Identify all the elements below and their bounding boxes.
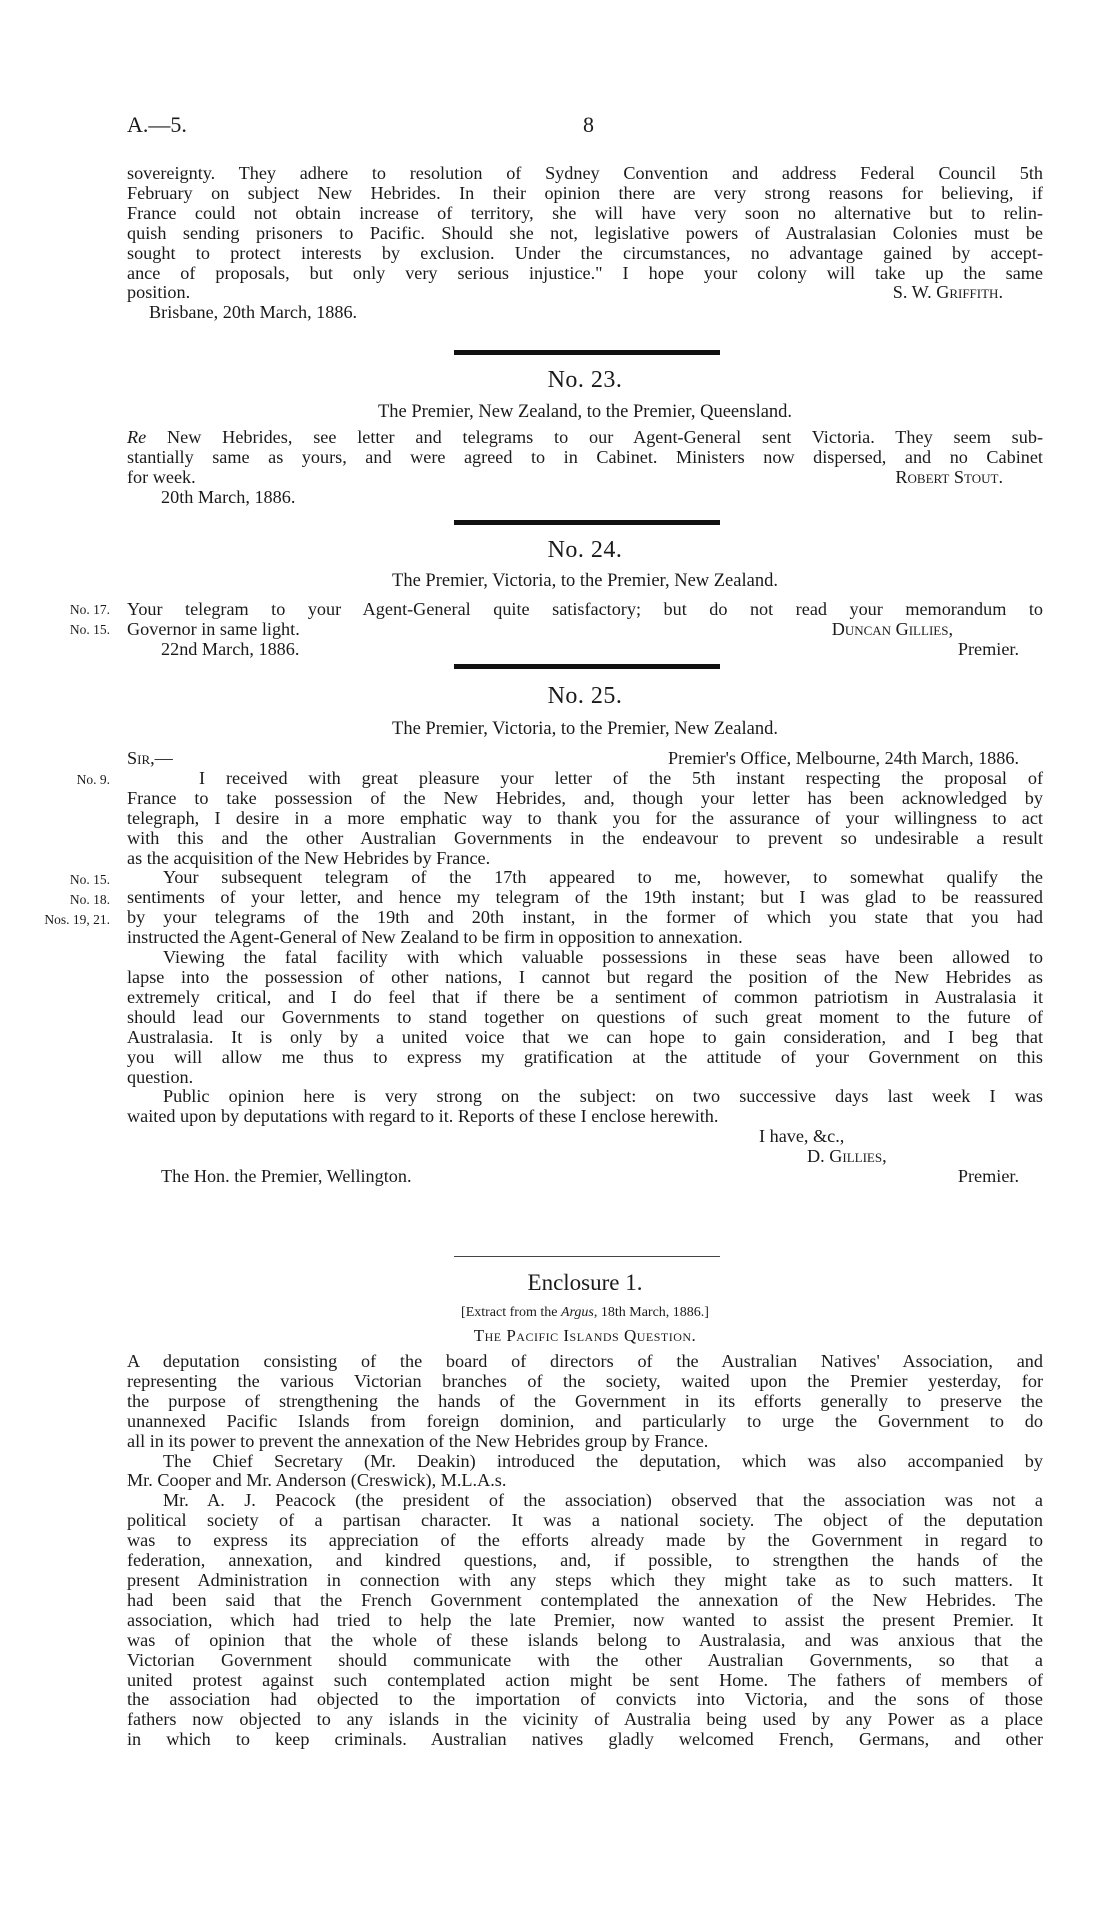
text-line: Governor in same light. bbox=[127, 618, 300, 639]
text-line: Australasia. It is only by a united voice that we can hope to gain consideration, and I beg that bbox=[127, 1026, 1043, 1047]
text-line: Your subsequent telegram of the 17th appeared to me, however, to somewhat qualify the bbox=[163, 867, 1043, 888]
text-line: should lead our Governments to stand together on questions of such great moment to the future of bbox=[127, 1006, 1043, 1027]
text-line: Mr. Cooper and Mr. Anderson (Creswick), M.L.A.s. bbox=[127, 1470, 507, 1491]
text-line: question. bbox=[127, 1066, 194, 1087]
signature: Duncan Gillies, bbox=[831, 618, 953, 639]
text-line: was of opinion that the whole of these islands belong to Australasia, and was anxious that the bbox=[127, 1629, 1043, 1650]
signature-title: Premier. bbox=[957, 638, 1019, 659]
signature: S. W. Griffith. bbox=[892, 282, 1003, 303]
text-line: Victorian Government should communicate with the other Australian Governments, so that a bbox=[127, 1649, 1043, 1670]
text-line: present Administration in connection with any steps which they might take as to such matters. It bbox=[127, 1569, 1043, 1590]
text-line: fathers now objected to any islands in the vicinity of Australia being used by any Power as a place bbox=[127, 1709, 1043, 1730]
text-line: was to express its appreciation of the efforts already made by the Government in regard to bbox=[127, 1530, 1043, 1551]
enclosure-heading: Enclosure 1. bbox=[527, 1270, 643, 1295]
text-line: New Hebrides, see letter and telegrams to our Agent-General sent Victoria. They seem sub- bbox=[167, 427, 1043, 447]
text-line: position. bbox=[127, 282, 191, 303]
margin-ref: No. 18. bbox=[69, 891, 110, 907]
signature-title: Premier. bbox=[957, 1166, 1019, 1187]
signature-line bbox=[127, 620, 1043, 640]
divider bbox=[454, 1256, 720, 1257]
text-line: with this and the other Australian Governments in the endeavour to prevent so undesirable a result bbox=[127, 827, 1043, 848]
margin-reference bbox=[0, 600, 110, 640]
office-date: Premier's Office, Melbourne, 24th March, 1886. bbox=[668, 748, 1019, 768]
route-line: The Premier, New Zealand, to the Premier, Queensland. bbox=[377, 402, 793, 422]
telegram-24 bbox=[127, 600, 1043, 660]
text-line: in which to keep criminals. Australian natives gladly welcomed French, Germans, and other bbox=[127, 1729, 1043, 1750]
date-title-line bbox=[127, 640, 1043, 660]
signature: Robert Stout. bbox=[895, 466, 1003, 487]
margin-ref: No. 15. bbox=[69, 872, 110, 887]
text-line: Your telegram to your Agent-General quite satisfactory; but do not read your memorandum to bbox=[127, 599, 1043, 619]
letter-25 bbox=[127, 749, 1043, 1187]
text-line: sovereignty. They adhere to resolution of Sydney Convention and address Federal Council 5th bbox=[127, 163, 1043, 183]
page-number: 8 bbox=[583, 112, 594, 137]
text-line: A deputation consisting of the board of directors of the Australian Natives' Association, and bbox=[127, 1351, 1043, 1371]
telegram-22-end bbox=[127, 164, 1043, 323]
addressee: The Hon. the Premier, Wellington. bbox=[161, 1166, 412, 1187]
margin-ref: Nos. 19, 21. bbox=[44, 911, 110, 927]
enclosure-source bbox=[127, 1305, 1043, 1321]
text-line: Re bbox=[127, 427, 147, 447]
text-line: federation, annexation, and kindred questions, and, if possible, to strengthen the hands of the bbox=[127, 1550, 1043, 1571]
text-line: France to take possession of the New Hebrides, and, though your letter has been acknowledged by bbox=[127, 787, 1043, 808]
text-line: sentiments of your letter, and hence my telegram of the 19th instant; but I was glad to be reassured bbox=[127, 887, 1043, 908]
text-line: had been said that the French Government contemplated the annexation of the New Hebrides. The bbox=[127, 1589, 1043, 1610]
date-line: 22nd March, 1886. bbox=[161, 638, 300, 659]
text-line: association, which had tried to help the late Premier, now wanted to assist the present Premier. It bbox=[127, 1609, 1043, 1630]
text-line: extremely critical, and I do feel that if there be a sentiment of common patriotism in Australasia it bbox=[127, 986, 1043, 1007]
text-line: telegraph, I desire in a more emphatic way to thank you for the assurance of your willingness to act bbox=[127, 807, 1043, 828]
telegram-23 bbox=[127, 428, 1043, 508]
text-line: stantially same as yours, and were agreed to in Cabinet. Ministers now dispersed, and no Cabinet bbox=[127, 446, 1043, 467]
salutation-line bbox=[127, 749, 1043, 769]
route-line: The Premier, Victoria, to the Premier, New Zealand. bbox=[392, 719, 778, 739]
signature: D. Gillies, bbox=[807, 1146, 887, 1167]
text-line: quish sending prisoners to Pacific. Should she not, legislative powers of Australasian Colonies must be bbox=[127, 222, 1043, 243]
text-line: Public opinion here is very strong on the subject: on two successive days last week I was bbox=[163, 1086, 1043, 1107]
enclosure-body bbox=[127, 1352, 1043, 1750]
text-line: for week. bbox=[127, 466, 196, 487]
text-line: by your telegrams of the 19th and 20th instant, in the former of which you state that you had bbox=[127, 907, 1043, 928]
section-rule bbox=[454, 664, 720, 669]
date-line: Brisbane, 20th March, 1886. bbox=[149, 302, 358, 323]
text-line: united protest against such contemplated action might be sent Home. The fathers of members of bbox=[127, 1669, 1043, 1690]
text-line: Viewing the fatal facility with which valuable possessions in these seas have been allowed to bbox=[163, 947, 1043, 968]
text-line: the association had objected to the importation of convicts into Victoria, and the sons of those bbox=[127, 1689, 1043, 1710]
text-line: Mr. A. J. Peacock (the president of the association) observed that the association was not a bbox=[163, 1490, 1043, 1511]
margin-ref: No. 15. bbox=[69, 621, 110, 637]
signature-line bbox=[127, 468, 1043, 488]
newspaper-name: Argus bbox=[560, 1305, 594, 1320]
text-line: lapse into the possession of other nations, I cannot but regard the position of the New Hebrides as bbox=[127, 966, 1043, 987]
text-line: political society of a partisan character. It was a national society. The object of the deputation bbox=[127, 1510, 1043, 1531]
signature-line bbox=[127, 283, 1043, 303]
text-line: instructed the Agent-General of New Zealand to be firm in opposition to annexation. bbox=[127, 927, 743, 948]
section-number: No. 23. bbox=[547, 367, 623, 393]
text-line: The Chief Secretary (Mr. Deakin) introduced the deputation, which was also accompanied by bbox=[163, 1450, 1043, 1471]
margin-ref: No. 17. bbox=[69, 602, 110, 617]
text-line: France could not obtain increase of territory, she will have very soon no alternative but to relin- bbox=[127, 202, 1043, 223]
closing-line: I have, &c., bbox=[759, 1126, 845, 1147]
text-line: unannexed Pacific Islands from foreign dominion, and particularly to urge the Government to do bbox=[127, 1410, 1043, 1431]
text-line: February on subject New Hebrides. In their opinion there are very strong reasons for believing, if bbox=[127, 182, 1043, 203]
text-line: I received with great pleasure your letter of the 5th instant respecting the proposal of bbox=[199, 767, 1043, 788]
margin-reference: No. 9. bbox=[76, 772, 110, 787]
date-line: 20th March, 1886. bbox=[161, 486, 296, 507]
text-line: waited upon by deputations with regard to it. Reports of these I enclose herewith. bbox=[127, 1106, 719, 1127]
salutation: Sir,— bbox=[127, 748, 173, 768]
text-line: the purpose of strengthening the hands of the Government in its efforts generally to preserve the bbox=[127, 1390, 1043, 1411]
text-line: representing the various Victorian branches of the society, waited upon the Premier yesterday, for bbox=[127, 1370, 1043, 1391]
text-line: all in its power to prevent the annexation of the New Hebrides group by France. bbox=[127, 1430, 709, 1451]
enclosure-subheading: The Pacific Islands Question. bbox=[473, 1326, 697, 1345]
margin-reference bbox=[0, 870, 110, 930]
series-label: A.—5. bbox=[127, 112, 187, 137]
text-line bbox=[127, 428, 1043, 448]
section-rule bbox=[454, 350, 720, 355]
text-line: as the acquisition of the New Hebrides by France. bbox=[127, 847, 491, 868]
section-number: No. 24. bbox=[547, 537, 623, 563]
text-line: ance of proposals, but only very serious injustice." I hope your colony will take up the same bbox=[127, 262, 1043, 283]
section-rule bbox=[454, 520, 720, 525]
source-text: , 18th March, 1886.] bbox=[593, 1305, 709, 1320]
text-line: sought to protect interests by exclusion. Under the circumstances, no advantage gained by accept- bbox=[127, 242, 1043, 263]
addressee-line bbox=[127, 1167, 1043, 1187]
section-number: No. 25. bbox=[547, 683, 623, 709]
route-line: The Premier, Victoria, to the Premier, New Zealand. bbox=[392, 571, 778, 591]
text-line: you will allow me thus to express my gratification at the attitude of your Government on this bbox=[127, 1046, 1043, 1067]
source-text: [Extract from the bbox=[461, 1305, 561, 1320]
